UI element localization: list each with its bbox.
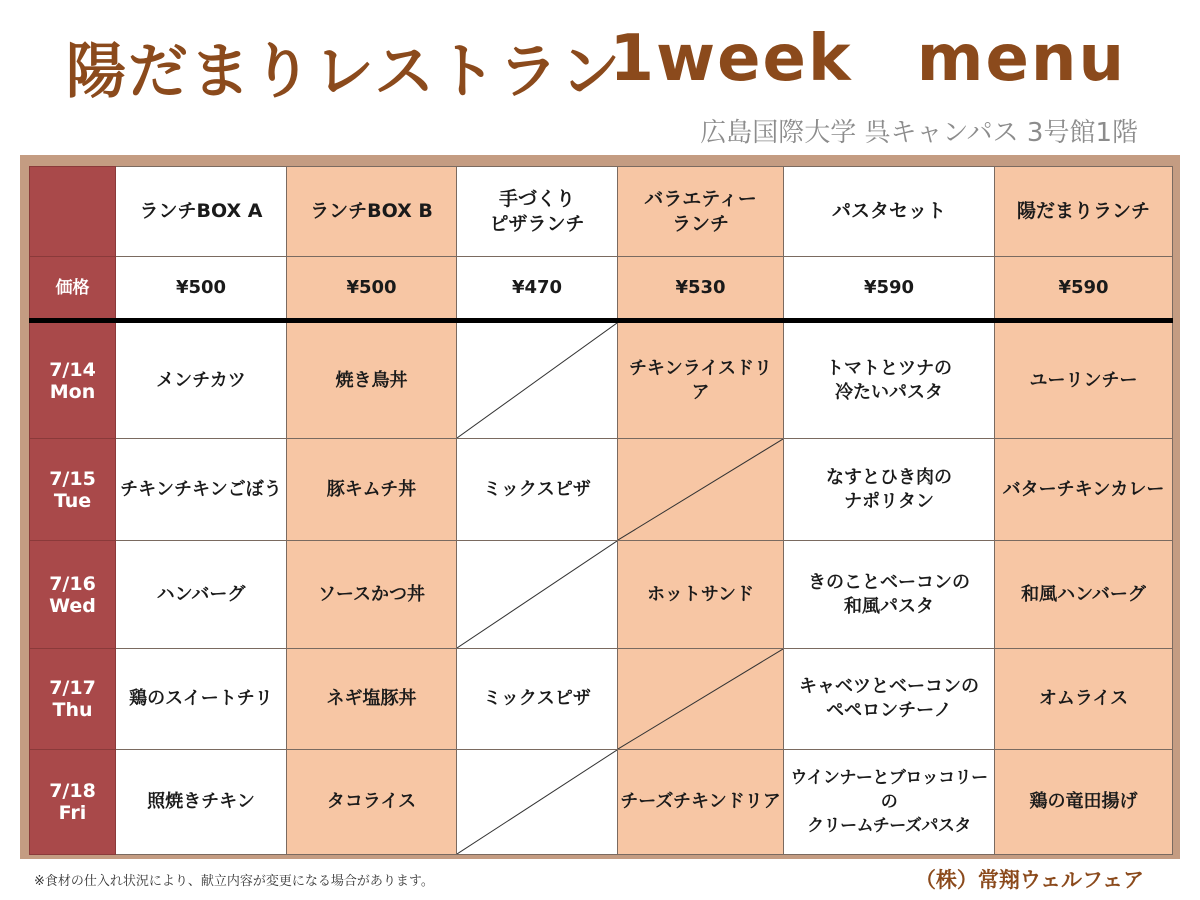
column-label: 陽だまりランチ [1016,200,1150,222]
menu-item-text: 鶏の竜田揚げ [1029,791,1138,812]
menu-item-text: なすとひき肉の ナポリタン [826,466,952,512]
menu-item-cell [116,750,287,855]
menu-item-cell [287,649,457,750]
unavailable-cell [618,439,784,541]
unavailable-cell [618,649,784,750]
menu-item-text: メンチカツ [156,369,246,391]
menu-table-container [29,166,1172,854]
page-title: 陽だまりレストラン [66,37,623,107]
menu-item-text: ウインナーとブロッコリーの クリームチーズパスタ [790,768,988,836]
column-label: ランチBOX A [139,200,263,222]
menu-item-cell [995,321,1173,439]
column-label: パスタセット [831,200,946,222]
menu-item-cell [995,649,1173,750]
menu-item-cell [457,649,618,750]
unavailable-slash [457,323,617,438]
price-value: ¥500 [116,257,287,321]
company-name: （株）常翔ウェルフェア [914,868,1144,892]
day-label [30,649,116,750]
menu-item-cell [995,439,1173,541]
menu-item-text: チキンライスドリア [628,357,773,403]
unavailable-cell [457,321,618,439]
menu-item-cell [784,439,995,541]
menu-day-row [30,649,1173,750]
day-text: 7/18 Fri [49,780,96,824]
column-label: 手づくり ピザランチ [489,187,585,235]
menu-item-cell [287,439,457,541]
unavailable-slash [457,750,617,854]
menu-item-cell [116,321,287,439]
day-label [30,439,116,541]
menu-item-cell [287,750,457,855]
unavailable-slash [457,541,617,648]
unavailable-cell [457,750,618,855]
menu-column-header [995,167,1173,257]
price-value: ¥590 [784,257,995,321]
menu-item-cell [287,321,457,439]
day-text: 7/14 Mon [49,358,96,403]
menu-column-header [287,167,457,257]
menu-item-text: 照焼きチキン [147,791,255,812]
price-row [30,257,1173,321]
menu-item-text: タコライス [326,791,417,812]
menu-day-row [30,321,1173,439]
menu-item-text: チーズチキンドリア [620,791,781,812]
menu-column-header [618,167,784,257]
menu-item-cell [784,541,995,649]
menu-item-cell [618,750,784,855]
menu-day-row [30,541,1173,649]
menu-item-text: ユーリンチー [1029,369,1138,391]
menu-item-text: チキンチキンごぼう [120,478,282,500]
menu-item-text: ソースかつ丼 [317,583,426,605]
menu-day-row [30,750,1173,855]
menu-column-header [784,167,995,257]
menu-item-text: ミックスピザ [483,688,591,709]
menu-item-text: ハンバーグ [156,583,246,605]
menu-item-cell [116,649,287,750]
menu-item-cell [784,750,995,855]
menu-item-cell [784,649,995,750]
menu-item-cell [618,321,784,439]
price-value: ¥500 [287,257,457,321]
day-text: 7/17 Thu [49,677,96,721]
price-value: ¥530 [618,257,784,321]
menu-item-text: 焼き鳥丼 [335,369,408,391]
column-label: ランチBOX B [310,200,433,222]
price-label: 価格 [30,257,116,321]
menu-item-text: 鶏のスイートチリ [129,688,273,709]
menu-item-text: キャベツとベーコンの ペペロンチーノ [799,676,979,721]
menu-item-cell [287,541,457,649]
menu-item-cell [995,750,1173,855]
footer-note: ※食材の仕入れ状況により、献立内容が変更になる場合があります。 [34,874,434,889]
day-label [30,321,116,439]
menu-column-header [457,167,618,257]
menu-item-text: トマトとツナの 冷たいパスタ [826,357,952,403]
menu-item-text: 豚キムチ丼 [326,478,417,500]
page-title-english: 1week menu [609,22,1126,96]
menu-item-cell [995,541,1173,649]
menu-item-cell [784,321,995,439]
weekly-menu-table [29,166,1173,855]
menu-item-cell [116,439,287,541]
price-value: ¥470 [457,257,618,321]
day-label [30,541,116,649]
corner-cell [30,167,116,257]
menu-item-text: オムライス [1038,688,1129,709]
menu-item-text: ネギ塩豚丼 [326,688,417,709]
menu-item-text: ミックスピザ [483,478,591,500]
menu-item-cell [618,541,784,649]
column-label: バラエティー ランチ [644,187,757,235]
title-row [0,18,1200,113]
menu-item-text: 和風ハンバーグ [1021,583,1146,605]
day-text: 7/16 Wed [49,572,96,617]
unavailable-slash [618,439,783,540]
location-subtitle: 広島国際大学 呉キャンパス 3号館1階 [700,118,1138,148]
menu-column-header [116,167,287,257]
price-value: ¥590 [995,257,1173,321]
menu-item-text: バターチキンカレー [1002,478,1165,500]
unavailable-cell [457,541,618,649]
menu-item-text: ホットサンド [646,583,755,605]
unavailable-slash [618,649,783,749]
day-text: 7/15 Tue [49,467,96,512]
menu-item-cell [116,541,287,649]
menu-header-row [30,167,1173,257]
menu-item-text: きのことベーコンの 和風パスタ [808,571,970,617]
day-label [30,750,116,855]
menu-day-row [30,439,1173,541]
menu-item-cell [457,439,618,541]
